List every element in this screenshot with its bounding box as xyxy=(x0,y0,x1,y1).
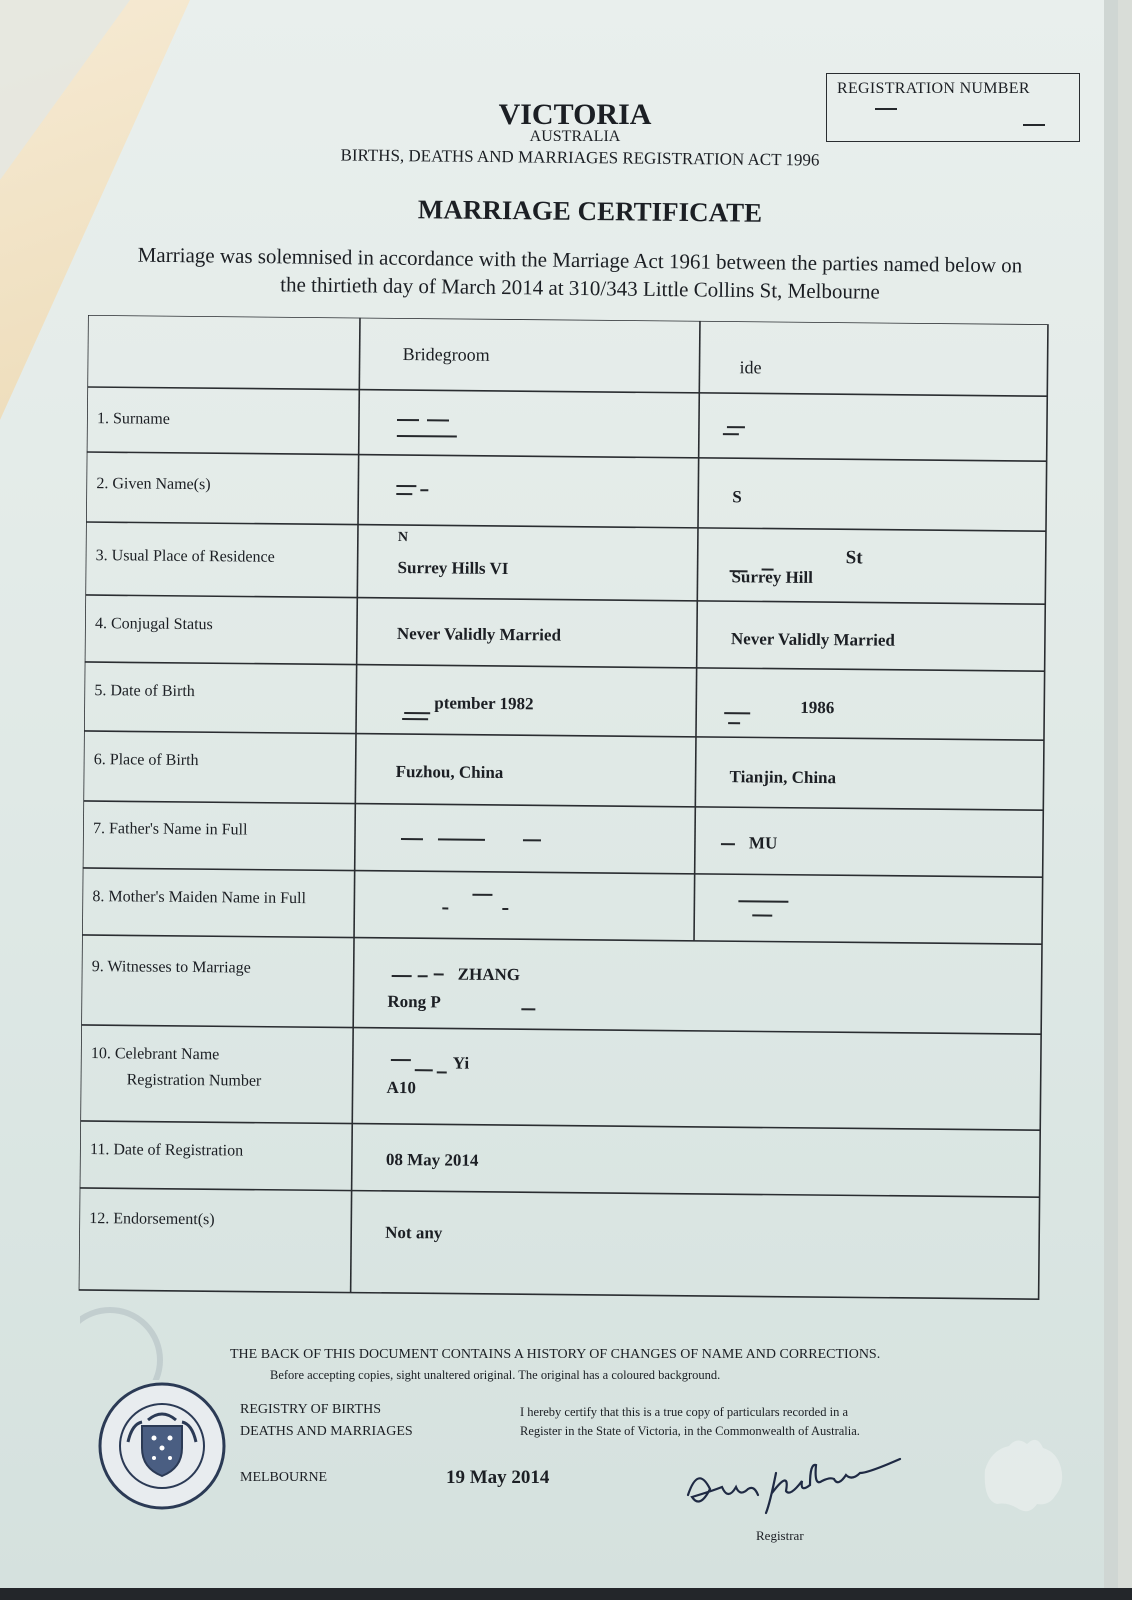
registry-line-1: REGISTRY OF BIRTHS xyxy=(240,1402,381,1417)
particulars-table xyxy=(78,315,1068,1322)
endorsements: Not any xyxy=(385,1222,443,1243)
row-label-surname: 1. Surname xyxy=(96,410,170,428)
row-label-conjugal-status: 4. Conjugal Status xyxy=(94,615,213,634)
scan-edge xyxy=(1104,0,1118,1588)
bride-conjugal-status: Never Validly Married xyxy=(730,629,896,650)
intro-line-1: Marriage was solemnised in accordance with the Marriage Act 1961 between the parties named below on xyxy=(137,242,1023,278)
row-label-date-of-birth: 5. Date of Birth xyxy=(94,682,195,701)
state-heading: VICTORIA xyxy=(498,98,652,131)
bride-residence-line-2: Surrey Hill xyxy=(731,567,813,587)
registrar-label: Registrar xyxy=(756,1528,804,1543)
row-label-witnesses: 9. Witnesses to Marriage xyxy=(91,958,251,977)
country-heading: AUSTRALIA xyxy=(529,128,621,145)
row-label-endorsements: 12. Endorsement(s) xyxy=(89,1210,215,1229)
notice-line-1: THE BACK OF THIS DOCUMENT CONTAINS A HISTORY OF CHANGES OF NAME AND CORRECTIONS. xyxy=(230,1347,881,1362)
registration-number-box xyxy=(826,73,1080,142)
certificate-title: MARRIAGE CERTIFICATE xyxy=(417,194,763,228)
row-label-mother-name: 8. Mother's Maiden Name in Full xyxy=(92,888,307,908)
row-label-celebrant-name: 10. Celebrant Name xyxy=(90,1045,220,1064)
act-heading: BIRTHS, DEATHS AND MARRIAGES REGISTRATION ACT 1996 xyxy=(340,145,820,170)
row-label-given-names: 2. Given Name(s) xyxy=(96,475,211,494)
registrar-signature-icon xyxy=(676,1455,926,1525)
bride-father-name: MU xyxy=(748,833,778,853)
watermark-crest-icon xyxy=(80,1300,240,1380)
registry-line-2: DEATHS AND MARRIAGES xyxy=(240,1424,413,1439)
row-label-place-of-birth: 6. Place of Birth xyxy=(93,751,199,770)
row-label-residence: 3. Usual Place of Residence xyxy=(95,547,275,566)
registry-line-3: MELBOURNE xyxy=(240,1470,328,1485)
certify-line-1: I hereby certify that this is a true copy of particulars recorded in a xyxy=(520,1405,848,1419)
witness-line-2: Rong P xyxy=(387,991,441,1012)
notice-line-2: Before accepting copies, sight unaltered original. The original has a coloured background. xyxy=(270,1368,721,1382)
intro-line-2: the thirtieth day of March 2014 at 310/343 Little Collins St, Melbourne xyxy=(280,272,880,304)
groom-date-of-birth: ptember 1982 xyxy=(434,693,534,714)
groom-residence-line-2: Surrey Hills VI xyxy=(397,557,509,579)
groom-conjugal-status: Never Validly Married xyxy=(396,623,562,645)
row-label-father-name: 7. Father's Name in Full xyxy=(92,820,248,839)
bride-residence-line-1: St xyxy=(845,547,863,569)
scan-bottom-edge xyxy=(0,1588,1132,1600)
bride-date-of-birth: 1986 xyxy=(800,697,835,718)
registry-seal-icon xyxy=(98,1382,226,1510)
redaction-mark xyxy=(875,108,897,110)
certify-line-2: Register in the State of Victoria, in the Commonwealth of Australia. xyxy=(520,1424,860,1438)
row-label-date-of-registration: 11. Date of Registration xyxy=(89,1141,244,1160)
registration-number-label: REGISTRATION NUMBER xyxy=(837,80,1030,97)
issue-date: 19 May 2014 xyxy=(446,1467,550,1488)
bridegroom-column-header: Bridegroom xyxy=(402,344,490,365)
table-grid xyxy=(78,315,1068,1322)
celebrant-name: Yi xyxy=(452,1053,470,1073)
groom-residence-line-1: N xyxy=(397,529,409,546)
bride-column-header: ide xyxy=(739,357,762,378)
australia-map-icon xyxy=(975,1430,1070,1520)
bride-place-of-birth: Tianjin, China xyxy=(729,767,837,788)
redaction-mark xyxy=(1023,124,1045,126)
groom-place-of-birth: Fuzhou, China xyxy=(395,761,504,783)
witness-line-1: ZHANG xyxy=(457,964,521,985)
date-of-registration: 08 May 2014 xyxy=(385,1149,479,1170)
celebrant-registration-number: A10 xyxy=(386,1077,416,1098)
bride-given-names: S xyxy=(732,487,742,507)
row-label-registration-number: Registration Number xyxy=(126,1071,262,1090)
